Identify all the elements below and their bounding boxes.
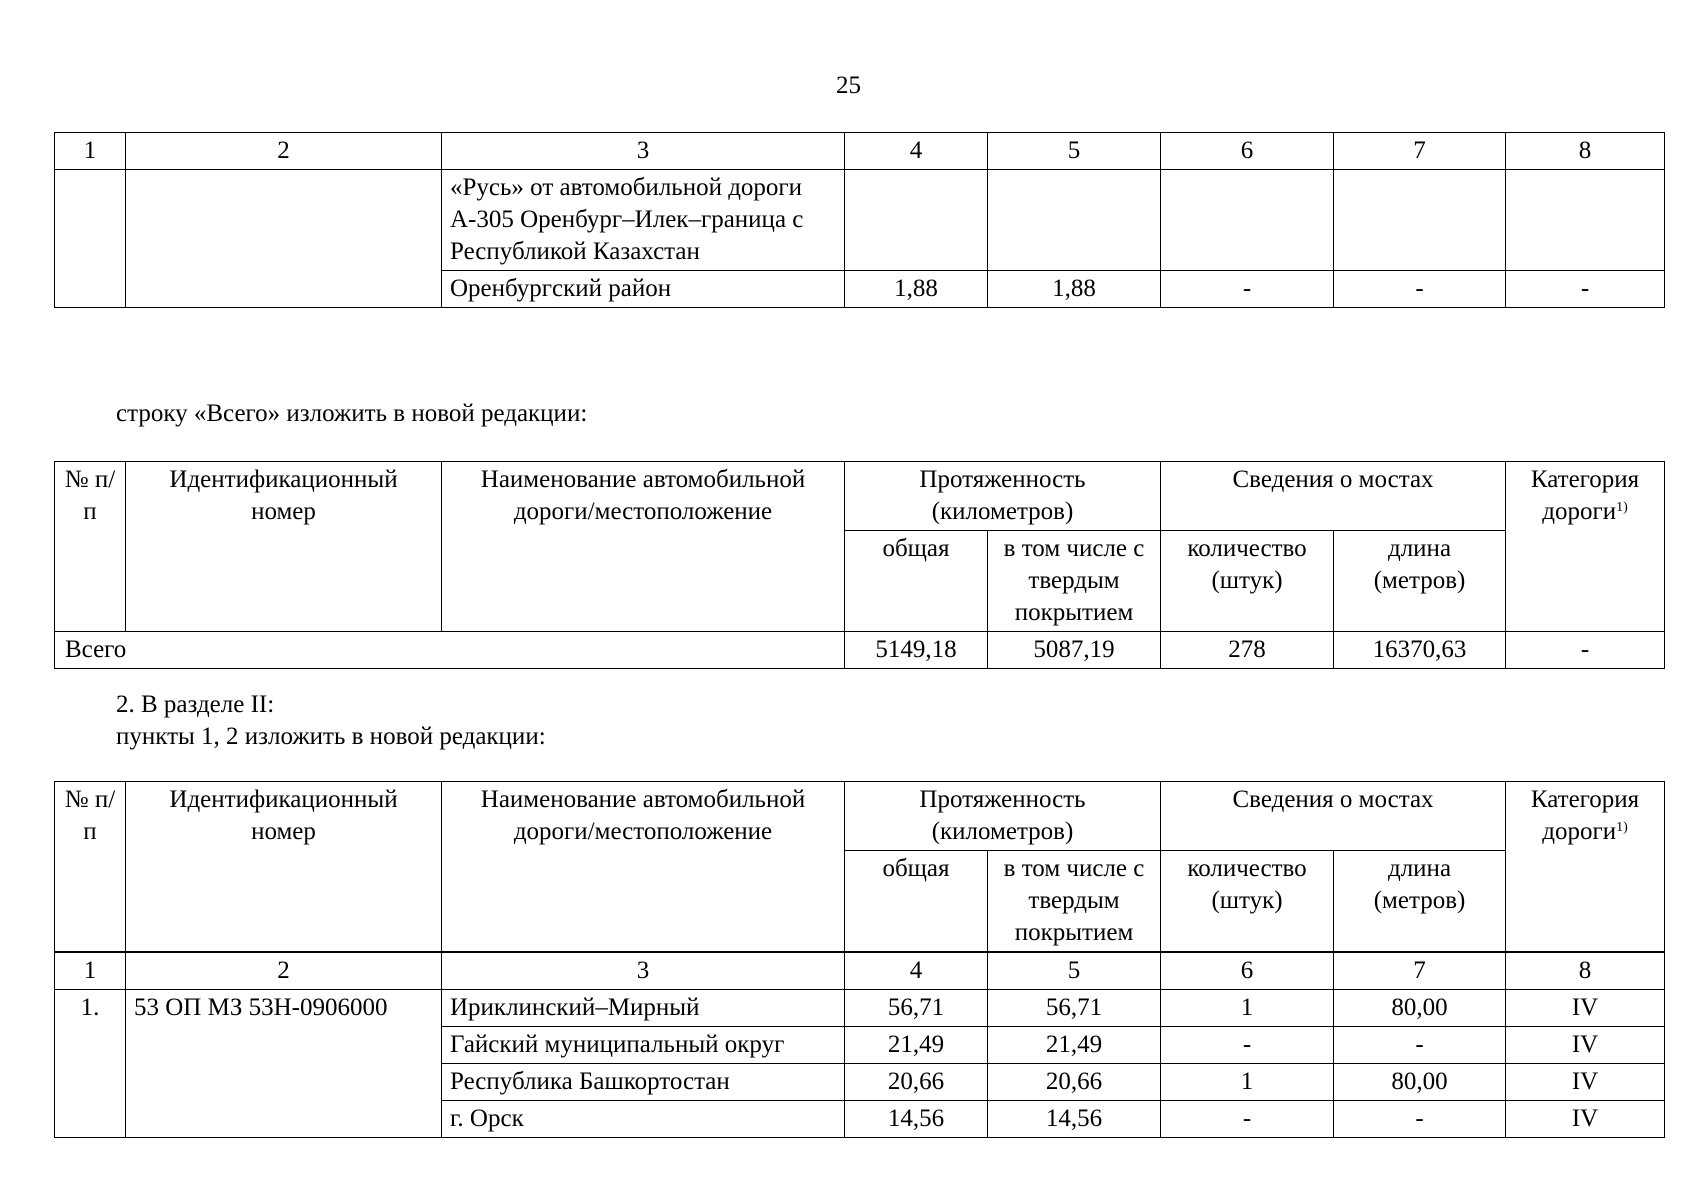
colnum-6: 6 xyxy=(1161,952,1334,990)
colnum-8: 8 xyxy=(1506,133,1665,170)
colnum-2: 2 xyxy=(126,952,442,990)
colnum-4: 4 xyxy=(845,133,988,170)
total-bridge-len: 16370,63 xyxy=(1334,632,1506,669)
header-bridge-qty: количество (штук) xyxy=(1161,851,1334,953)
header-row xyxy=(55,782,1665,851)
item-id-cell: 53 ОП МЗ 53Н-0906000 xyxy=(126,990,442,1138)
total-length: 5149,18 xyxy=(845,632,988,669)
section-ii-table xyxy=(54,781,1665,1138)
paragraph-total-instruction: строку «Всего» изложить в новой редакции: xyxy=(116,400,588,427)
bridge-len-cell: - xyxy=(1334,1027,1506,1064)
header-length-group: Протяженность (километров) xyxy=(845,782,1161,851)
paragraph-section-ii: 2. В разделе II: xyxy=(116,691,275,718)
bridge-qty-cell: 1 xyxy=(1161,990,1334,1027)
bridge-len-cell: 80,00 xyxy=(1334,990,1506,1027)
colnum-6: 6 xyxy=(1161,133,1334,170)
colnum-3: 3 xyxy=(442,133,845,170)
colnum-5: 5 xyxy=(988,133,1161,170)
item-num-cell: 1. xyxy=(55,990,126,1138)
footnote-mark: 1) xyxy=(1616,820,1628,835)
bridge-len-cell: - xyxy=(1334,1101,1506,1138)
colnum-1: 1 xyxy=(55,952,126,990)
location-cell: Гайский муниципальный округ xyxy=(442,1027,845,1064)
bridge-qty-cell: 1 xyxy=(1161,1064,1334,1101)
bridge-len-cell: 80,00 xyxy=(1334,1064,1506,1101)
header-id: Идентификационный номер xyxy=(126,462,442,632)
header-id: Идентификационный номер xyxy=(126,782,442,953)
colnum-7: 7 xyxy=(1334,133,1506,170)
length-hard-cell: 21,49 xyxy=(988,1027,1161,1064)
bridge-qty-cell: - xyxy=(1161,1027,1334,1064)
header-num: № п/п xyxy=(55,462,126,632)
colnum-2: 2 xyxy=(126,133,442,170)
header-length-total: общая xyxy=(845,851,988,953)
total-row xyxy=(55,632,1665,669)
length-total-cell: 56,71 xyxy=(845,990,988,1027)
length-total-cell: 21,49 xyxy=(845,1027,988,1064)
num-cell xyxy=(55,170,126,308)
category-cell: IV xyxy=(1506,990,1665,1027)
column-number-row xyxy=(55,952,1665,990)
length-total-cell: 14,56 xyxy=(845,1101,988,1138)
header-category: Категория дороги$^{1)}$ xyxy=(1506,782,1665,953)
colnum-8: 8 xyxy=(1506,952,1665,990)
total-category: - xyxy=(1506,632,1665,669)
category-cell: IV xyxy=(1506,1027,1665,1064)
header-category: Категория дороги$^{1)}$ xyxy=(1506,462,1665,632)
bridge-len-cell: - xyxy=(1334,271,1506,308)
length-hard-cell: 1,88 xyxy=(988,271,1161,308)
header-row xyxy=(55,462,1665,531)
total-label: Всего xyxy=(55,632,845,669)
length-hard-cell: 20,66 xyxy=(988,1064,1161,1101)
colnum-4: 4 xyxy=(845,952,988,990)
bridge-qty-cell: - xyxy=(1161,1101,1334,1138)
location-cell: Ириклинский–Мирный xyxy=(442,990,845,1027)
header-length-hard: в том числе с твердым покрытием xyxy=(988,531,1161,632)
colnum-7: 7 xyxy=(1334,952,1506,990)
header-name: Наименование автомобильной дороги/местоположение xyxy=(442,782,845,953)
location-cell: г. Орск xyxy=(442,1101,845,1138)
colnum-3: 3 xyxy=(442,952,845,990)
total-bridge-qty: 278 xyxy=(1161,632,1334,669)
header-length-group: Протяженность (километров) xyxy=(845,462,1161,531)
footnote-mark: 1) xyxy=(1616,500,1628,515)
length-hard-cell: 14,56 xyxy=(988,1101,1161,1138)
length-hard-cell: 56,71 xyxy=(988,990,1161,1027)
total-table xyxy=(54,461,1665,669)
header-bridges-group: Сведения о мостах xyxy=(1161,782,1506,851)
header-bridge-len: длина (метров) xyxy=(1334,851,1506,953)
table-row xyxy=(55,170,1665,271)
id-cell xyxy=(126,170,442,308)
header-bridges-group: Сведения о мостах xyxy=(1161,462,1506,531)
total-length-hard: 5087,19 xyxy=(988,632,1161,669)
header-length-total: общая xyxy=(845,531,988,632)
header-num: № п/п xyxy=(55,782,126,953)
bridge-qty-cell: - xyxy=(1161,271,1334,308)
category-cell: - xyxy=(1506,271,1665,308)
colnum-1: 1 xyxy=(55,133,126,170)
road-name-cell: «Русь» от автомобильной дороги А-305 Оренбург–Илек–граница с Республикой Казахстан xyxy=(442,170,845,271)
paragraph-items-instruction: пункты 1, 2 изложить в новой редакции: xyxy=(116,723,546,750)
location-cell: Оренбургский район xyxy=(442,271,845,308)
location-cell: Республика Башкортостан xyxy=(442,1064,845,1101)
header-bridge-qty: количество (штук) xyxy=(1161,531,1334,632)
continuation-table xyxy=(54,132,1665,308)
length-total-cell: 20,66 xyxy=(845,1064,988,1101)
header-name: Наименование автомобильной дороги/местоположение xyxy=(442,462,845,632)
header-bridge-len: длина (метров) xyxy=(1334,531,1506,632)
length-total-cell: 1,88 xyxy=(845,271,988,308)
column-number-row xyxy=(55,133,1665,170)
colnum-5: 5 xyxy=(988,952,1161,990)
header-length-hard: в том числе с твердым покрытием xyxy=(988,851,1161,953)
category-cell: IV xyxy=(1506,1064,1665,1101)
category-cell: IV xyxy=(1506,1101,1665,1138)
table-row xyxy=(55,990,1665,1027)
